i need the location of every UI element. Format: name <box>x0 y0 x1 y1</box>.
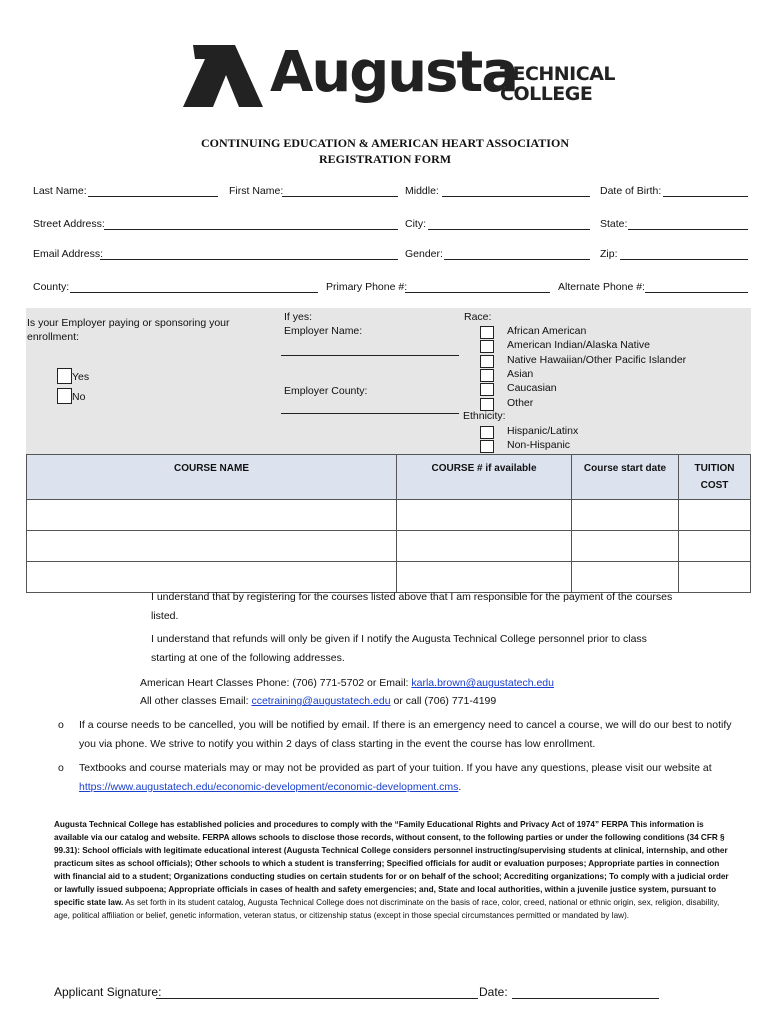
ethnicity-option-checkbox[interactable] <box>480 440 494 453</box>
bullet-marker-1: o <box>58 719 64 731</box>
header-tuition: TUITION <box>694 463 735 474</box>
last-name-label: Last Name: <box>33 185 87 197</box>
ethnicity-label: Ethnicity: <box>463 410 506 422</box>
header-course-number: COURSE # if available <box>397 455 572 500</box>
middle-field[interactable] <box>442 196 590 197</box>
course-name-cell[interactable] <box>27 500 397 531</box>
aha-contact <box>140 674 554 693</box>
course-number-cell[interactable] <box>397 531 572 562</box>
ethnicity-option-label: Hispanic/Latinx <box>507 425 579 437</box>
tuition-cell[interactable] <box>679 531 751 562</box>
employer-question-line1: Is your Employer paying or sponsoring your <box>27 317 230 329</box>
bullet-textbooks <box>79 759 712 797</box>
website-link[interactable]: https://www.augustatech.edu/economic-development/economic-development.cms <box>79 781 459 793</box>
logo-sub-college: COLLEGE <box>500 83 593 105</box>
middle-label: Middle: <box>405 185 439 197</box>
other-contact-text: All other classes Email: <box>140 695 252 707</box>
employer-question-line2: enrollment: <box>27 331 79 343</box>
dob-field[interactable] <box>663 196 748 197</box>
terms-payment-line1: I understand that by registering for the courses listed above that I am responsible for the payment of the courses <box>151 591 673 603</box>
zip-field[interactable] <box>620 259 748 260</box>
alternate-phone-field[interactable] <box>645 292 748 293</box>
state-label: State: <box>600 218 628 230</box>
bullet-textbooks-line2 <box>79 778 712 797</box>
race-label: Race: <box>464 311 492 323</box>
gender-label: Gender: <box>405 248 443 260</box>
signature-date-field[interactable] <box>512 998 659 999</box>
other-email-link[interactable]: ccetraining@augustatech.edu <box>251 695 391 707</box>
logo-wordmark: Augusta <box>270 40 518 105</box>
other-contact-phone: or call (706) 771-4199 <box>390 695 497 707</box>
signature-date-label: Date: <box>479 985 508 999</box>
ethnicity-option-label: Non-Hispanic <box>507 439 571 452</box>
race-option-checkbox[interactable] <box>480 398 494 411</box>
employer-name-label: Employer Name: <box>284 325 363 337</box>
bullet-textbooks-period: . <box>458 781 462 793</box>
race-option-label: Asian <box>507 367 534 380</box>
alternate-phone-label: Alternate Phone #: <box>558 281 645 293</box>
employer-no-label: No <box>72 391 86 403</box>
zip-label: Zip: <box>600 248 618 260</box>
race-option-checkbox[interactable] <box>480 355 494 368</box>
aha-contact-text: American Heart Classes Phone: (706) 771-5702 or Email: <box>140 677 412 689</box>
county-label: County: <box>33 281 70 293</box>
header-course-start-date: Course start date <box>572 455 679 500</box>
bullet-cancellation-line2: you via phone. We strive to notify you within 2 days of class starting in the event the course has low enrollment. <box>79 738 596 750</box>
bullet-textbooks-line1: Textbooks and course materials may or may not be provided as part of your tuition. If you have any questions, please visit our website at <box>79 762 712 774</box>
email-address-field[interactable] <box>100 259 398 260</box>
if-yes-label: If yes: <box>284 311 313 323</box>
dob-label: Date of Birth: <box>600 185 662 197</box>
race-option-label: American Indian/Alaska Native <box>507 339 650 352</box>
race-option-label: Other <box>507 396 534 409</box>
race-option-checkbox[interactable] <box>480 340 494 353</box>
logo-sub-technical: TECHNICAL <box>500 63 616 85</box>
ferpa-notice-bold: Augusta Technical College has established policies and procedures to comply with the “Family Educational Rights and Privacy Act of 1974” FERPA This information is available via our catalog and website. FERPA allows schools to disclose those records, without consent, to the following parties or under the following conditions (34 CFR § 99.31): School officials with legitimate educational interest (Augusta Technical College considers personnel instructing/supervising students at clinical, internship, and other practicum sites as school officials); Other schools to which a student is transferring; Specified officials for audit or evaluation purposes; Appropriate parties in connection with financial aid to a student; Organizations conducting studies on certain students for or on behalf of the school; Accrediting organizations; To comply with a judicial order or lawfully issued subpoena; Appropriate officials in cases of health and safety emergencies; and, State and local authorities, within a juvenile justice system, pursuant to specific state law. <box>54 820 729 907</box>
aha-email-link[interactable]: karla.brown@augustatech.edu <box>411 677 554 689</box>
city-label: City: <box>405 218 426 230</box>
course-name-cell[interactable] <box>27 531 397 562</box>
first-name-field[interactable] <box>282 196 398 197</box>
courses-table-header <box>27 455 751 500</box>
race-option-checkbox[interactable] <box>480 383 494 396</box>
gender-field[interactable] <box>444 259 590 260</box>
tuition-cell[interactable] <box>679 562 751 593</box>
table-row <box>27 531 751 562</box>
street-address-label: Street Address: <box>33 218 105 230</box>
employer-no-checkbox[interactable] <box>57 388 72 404</box>
employer-county-field[interactable] <box>281 413 459 414</box>
ethnicity-option-checkbox[interactable] <box>480 426 494 439</box>
header-course-name: COURSE NAME <box>27 455 397 500</box>
logo-a-mark-icon <box>183 45 263 107</box>
terms-refund <box>151 630 647 668</box>
bullet-cancellation-line1: If a course needs to be cancelled, you will be notified by email. If there is an emergency need to cancel a course, we will do our best to notify <box>79 719 732 731</box>
terms-payment <box>151 588 672 626</box>
employer-yes-label: Yes <box>72 371 90 383</box>
ferpa-notice <box>54 818 730 922</box>
race-option-label: African American <box>507 325 587 337</box>
race-option-checkbox[interactable] <box>480 369 494 382</box>
header-cost: COST <box>700 480 729 491</box>
race-option-label: Native Hawaiian/Other Pacific Islander <box>507 353 687 366</box>
email-address-label: Email Address: <box>33 248 104 260</box>
employer-yes-checkbox[interactable] <box>57 368 72 384</box>
first-name-label: First Name: <box>229 185 284 197</box>
race-option-label: Caucasian <box>507 382 557 395</box>
tuition-cell[interactable] <box>679 500 751 531</box>
course-start-cell[interactable] <box>572 531 679 562</box>
employer-name-field[interactable] <box>281 355 459 356</box>
bullet-cancellation <box>79 716 732 754</box>
street-address-field[interactable] <box>104 229 398 230</box>
applicant-signature-label: Applicant Signature: <box>54 985 162 999</box>
header-tuition-cost <box>679 455 751 500</box>
form-title-line1: CONTINUING EDUCATION & AMERICAN HEART ASSOCIATION <box>201 136 569 150</box>
employer-race-section <box>26 308 751 454</box>
terms-refund-line1: I understand that refunds will only be given if I notify the Augusta Technical College personnel prior to class <box>151 633 647 645</box>
courses-table <box>26 454 751 593</box>
terms-payment-line2: listed. <box>151 610 179 622</box>
state-field[interactable] <box>628 229 748 230</box>
city-field[interactable] <box>428 229 590 230</box>
bullet-marker-2: o <box>58 762 64 774</box>
primary-phone-label: Primary Phone #: <box>326 281 408 293</box>
employer-county-label: Employer County: <box>284 385 368 397</box>
logo-subtitle <box>500 64 615 104</box>
course-number-cell[interactable] <box>397 500 572 531</box>
last-name-field[interactable] <box>88 196 218 197</box>
terms-refund-line2: starting at one of the following addresses. <box>151 652 345 664</box>
county-field[interactable] <box>70 292 318 293</box>
primary-phone-field[interactable] <box>405 292 550 293</box>
other-contact <box>140 692 496 711</box>
applicant-signature-field[interactable] <box>156 998 478 999</box>
course-start-cell[interactable] <box>572 500 679 531</box>
table-row <box>27 500 751 531</box>
race-option-checkbox[interactable] <box>480 326 494 339</box>
ferpa-notice-nondiscrimination: As set forth in its student catalog, Augusta Technical College does not discriminate on the basis of race, color, creed, national or ethnic origin, sex, religion, disability, age, political affiliation or belief, genetic information, veteran status, or citizenship status (except in those special circumstances permitted or mandated by law). <box>54 898 720 920</box>
form-title-line2: REGISTRATION FORM <box>318 152 452 166</box>
